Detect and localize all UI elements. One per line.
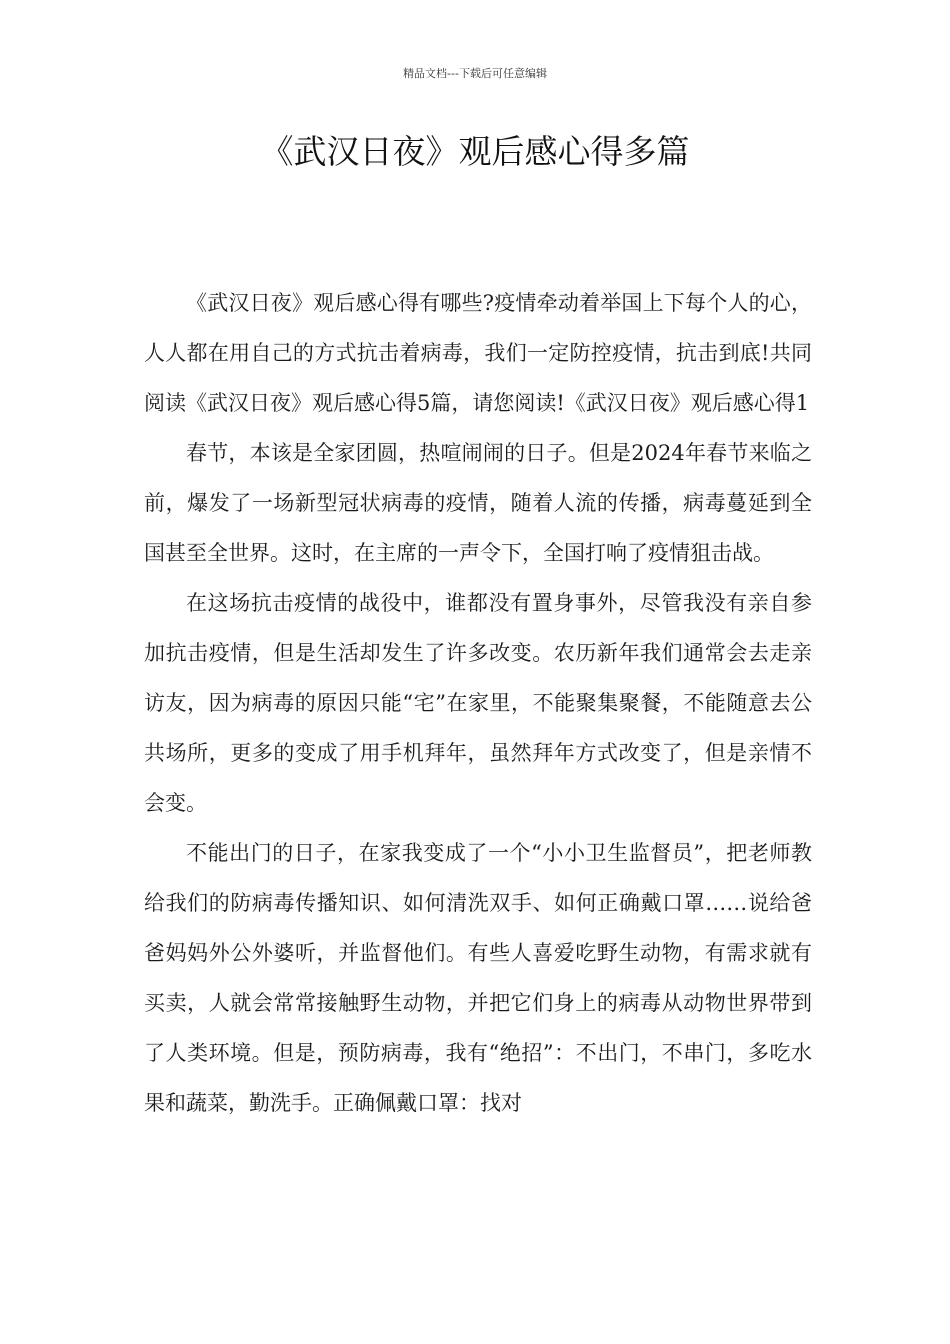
paragraph-hygiene-supervisor: 不能出门的日子，在家我变成了一个“小小卫生监督员”，把老师教给我们的防病毒传播知识、如何清洗双手、如何正确戴口罩……说给爸爸妈妈外公外婆听，并监督他们。有些人喜爱吃野生动物，有需求就有买卖，人就会常常接触野生动物，并把它们身上的病毒从动物世界带到了人类环境。但是，预防病毒，我有“绝招”：不出门，不串门，多吃水果和蔬菜，勤洗手。正确佩戴口罩：找对 [144,841,812,1115]
paragraph-spring-festival: 春节，本该是全家团圆，热喧闹闹的日子。但是2024年春节来临之前，爆发了一场新型冠状病毒的疫情，随着人流的传播，病毒蔓延到全国甚至全世界。这时，在主席的一声令下，全国打响了疫情狙击战。 [144,441,812,565]
document-body [144,278,812,1128]
paragraph-life-changes: 在这场抗击疫情的战役中，谁都没有置身事外，尽管我没有亲自参加抗击疫情，但是生活却发生了许多改变。农历新年我们通常会去走亲访友，因为病毒的原因只能“宅”在家里，不能聚集聚餐，不能随意去公共场所，更多的变成了用手机拜年，虽然拜年方式改变了，但是亲情不会变。 [144,591,812,815]
paragraph-intro: 《武汉日夜》观后感心得有哪些?疫情牵动着举国上下每个人的心，人人都在用自己的方式抗击着病毒，我们一定防控疫情，抗击到底!共同阅读《武汉日夜》观后感心得5篇，请您阅读!《武汉日夜》观后感心得1 [144,291,812,415]
document-title: 《武汉日夜》观后感心得多篇 [260,132,690,171]
header-note: 精品文档---下载后可任意编辑 [403,67,547,80]
